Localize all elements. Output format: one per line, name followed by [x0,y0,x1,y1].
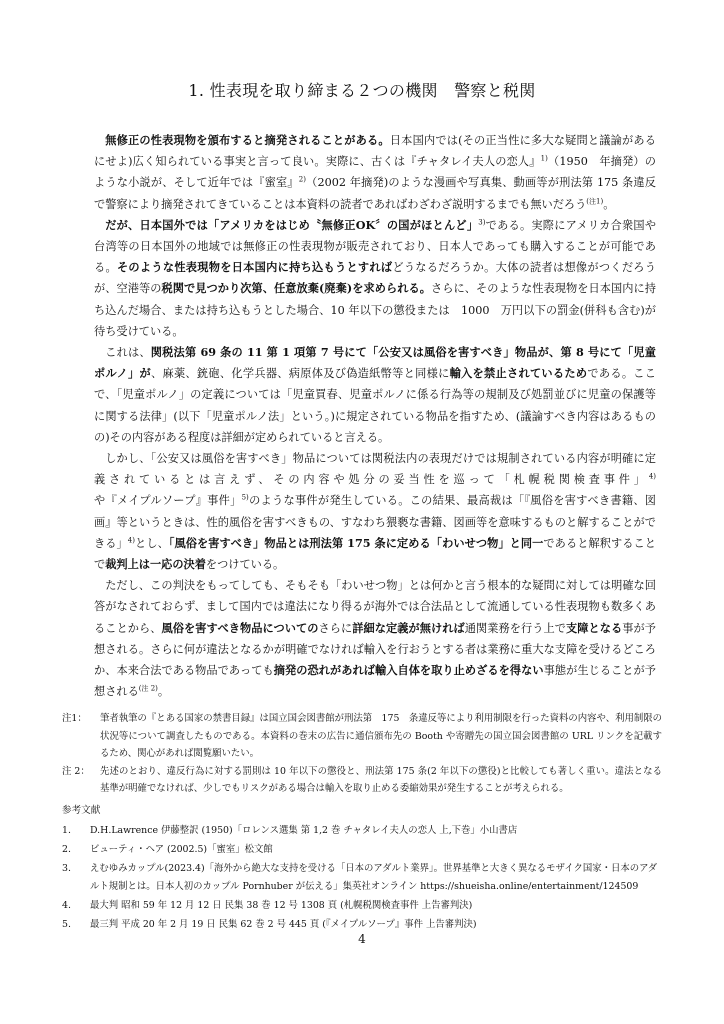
reference-item [62,841,662,860]
text-run: 事が予想される。さらに何が違法となるかが明確でなければ輸入を行おうとする者は業務に重大な支障を受けるどころか、本来合法である物品であっても [94,621,656,678]
text-run: これは、 [105,346,151,360]
text-run: 通関業務を行う上で [464,621,566,635]
footnote-label: 注1： [62,713,87,724]
text-run: のような事件が発生している。この結果、最高裁は「『風俗を害すべき書籍、図画』等というときは、性的風俗を害すべきもの、すなわち猥褻な書籍、図画等を意味するものと解することができる」 [94,494,656,550]
footnote-2 [62,763,662,798]
references-list [62,822,662,935]
reference-number: 2. [62,843,71,855]
text-run: 「風俗を害すべき」物品とは刑法第 175 条に定める「わいせつ物」と同一 [168,535,544,550]
page-number: 4 [358,932,366,946]
section-title: 1. 性表現を取り締まる２つの機関 警察と税関 [188,81,536,100]
text-run: （2002 年摘発)のような漫画や写真集、動画等が刑法第 175 条違反で警察により摘発されてきていることは本資料の読者であればわざわざ説明するまでも無いだろう [94,176,656,211]
reference-number: 1. [62,825,71,836]
footnote-1 [62,710,662,763]
text-run: とし、 [134,536,169,550]
note-marker: (注1) [586,196,604,205]
citation-marker: 3) [478,218,486,227]
text-run: 。 [603,197,615,211]
reference-item [62,860,662,898]
text-run: である。実際にアメリカ合衆国や台湾等の日本国外の地域では無修正の性表現物が販売されており、日本人であっても購入することが可能である。 [94,218,657,275]
text-run: 。 [157,685,170,699]
text-run: 支障となる [566,620,623,635]
paragraph-4 [94,448,656,575]
footnote-text: 先述のとおり、違反行為に対する罰則は 10 年以下の懲役と、刑法第 175 条(2 年以下の懲役)と比較しても著しく重い。違法となる基準が明確でなければ、少しでもリスクがある場合は輸入を取り止める委縮効果が発生することが考えられる。 [100,765,662,795]
reference-text: D.H.Lawrence 伊藤整訳 (1950)「ロレンス選集 第 1,2 巻 チャタレイ夫人の恋人 上,下巻」小山書店 [90,825,518,836]
reference-text: 最三判 平成 20 年 2 月 19 日 民集 62 巻 2 号 445 頁 (『メイプルソープ』事件 上告審判決) [90,918,477,930]
text-run: そのような性表現物を日本国内に持ち込もうとすれば [116,260,393,275]
text-run: 風俗を害すべき物品についての [161,620,319,635]
reference-text: ビューティ・ヘア (2002.5)「蜜室」松文館 [90,843,273,855]
text-run: どうなるだろうか。大体の読者は想像がつくだろうが、空港等の [94,261,656,296]
text-run: 詳細な定義が無ければ [352,620,465,635]
references-heading: 参考文献 [62,805,101,816]
footnote-label: 注 2： [62,765,90,777]
text-run: 日本国内では(その正当性に多大な疑問と議論があるにせよ)広く知られている事実と言って良い。実際に、古くは『チャタレイ夫人の恋人』 [94,134,656,169]
paragraph-3 [94,342,656,448]
citation-marker: 1) [540,154,548,163]
reference-number: 4. [62,900,71,912]
citation-marker: 4) [648,472,656,481]
text-run: や『メイプルソープ』事件」 [94,494,242,508]
text-run: さらに [318,621,353,635]
text-run: 裁判上は一応の決着 [105,557,206,572]
reference-number: 3. [62,862,71,874]
text-run: 関税法第 69 条の 11 第 1 項第 7 号にて「公安又は風俗を害すべき」物品が、第 8 号にて「児童ポルノ」が [94,345,656,381]
text-run: しかし、「公安又は風俗を害すべき」物品については関税法内の表現だけでは規制されている内容が明確に定義されているとは言えず、その内容や処分の妥当性を巡って「札幌税関検査事件」 [94,452,656,487]
text-run: だが、日本国外では「アメリカをはじめ〝無修正OK〞の国がほとんど」 [105,217,479,232]
text-run: 摘発の恐れがあれば輸入自体を取り止めざるを得ない [273,663,544,678]
reference-text: えむゆみカップル(2023.4)「海外から絶大な支持を受ける「日本のアダルト業界」。世界基準と大きく異なるモザイク国家・日本のアダルト規制とは。日本人初のカップル Pornhuber が伝える」集英社オンライン https://shueisha.online/entertainment/124509 [90,862,658,893]
reference-item [62,897,662,916]
footnote-text: 筆者執筆の『とある国家の禁書目録』は国立国会図書館が刑法第 175 条違反等により利用制限を行った資料の内容や、利用制限の状況等について調査したものである。本資料の巻末の広告に通信頒布先の Booth や寄贈先の国立国会図書館の URL リンクを記載するため、関心があれば閲覧願いたい。 [100,713,662,760]
text-run: 輸入を禁止されているため [449,366,588,381]
reference-number: 5. [62,918,71,930]
citation-marker: 4) [127,536,135,545]
text-run: 、麻薬、銃砲、化学兵器、病原体及び偽造紙幣等と同様に [150,367,450,381]
text-run: 事態が生じることが予想される [94,664,656,699]
text-run: をつけている。 [205,558,285,572]
note-marker: (注 2) [138,684,158,693]
text-run: （1950 年摘発）のような小説が、そして近年では『蜜室』 [94,155,656,190]
citation-marker: 5) [241,493,249,502]
text-run: さらに、そのような性表現物を日本国内に持ち込んだ場合、または持ち込もうとした場合、10 年以下の懲役または 1000 万円以下の罰金(併科も含む)が待ち受けている。 [94,282,656,338]
citation-marker: 2) [298,175,306,184]
paragraph-5 [94,575,656,702]
footnotes [62,710,662,798]
text-run: 無修正の性表現物を頒布すると摘発されることがある。 [105,133,390,147]
paragraph-2 [94,215,656,342]
text-run: 税関で見つかり次第、任意放棄(廃棄)を求められる。 [161,281,432,296]
text-run: ただし、この判決をもってしても、そもそも「わいせつ物」とは何かと言う根本的な疑問に対しては明確な回答がなされておらず、まして国内では違法になり得るが海外では合法品として流通している性表現物も数多くあることから、 [94,579,656,635]
reference-item [62,822,662,841]
body-text [94,130,656,702]
text-run: である。ここで、「児童ポルノ」の定義については「児童買春、児童ポルノに係る行為等の規制及び処罰並びに児童の保護等に関する法律」(以下「児童ポルノ法」という。)に規定されている物品を指すため、(議論すべき内容はあるものの)その内容がある程度は詳細が定められていると言える。 [94,367,656,444]
paragraph-1 [94,130,656,215]
reference-text: 最大判 昭和 59 年 12 月 12 日 民集 38 巻 12 号 1308 頁 (札幌税関検査事件 上告審判決) [90,900,473,912]
text-run: であると解釈することで [94,536,656,572]
